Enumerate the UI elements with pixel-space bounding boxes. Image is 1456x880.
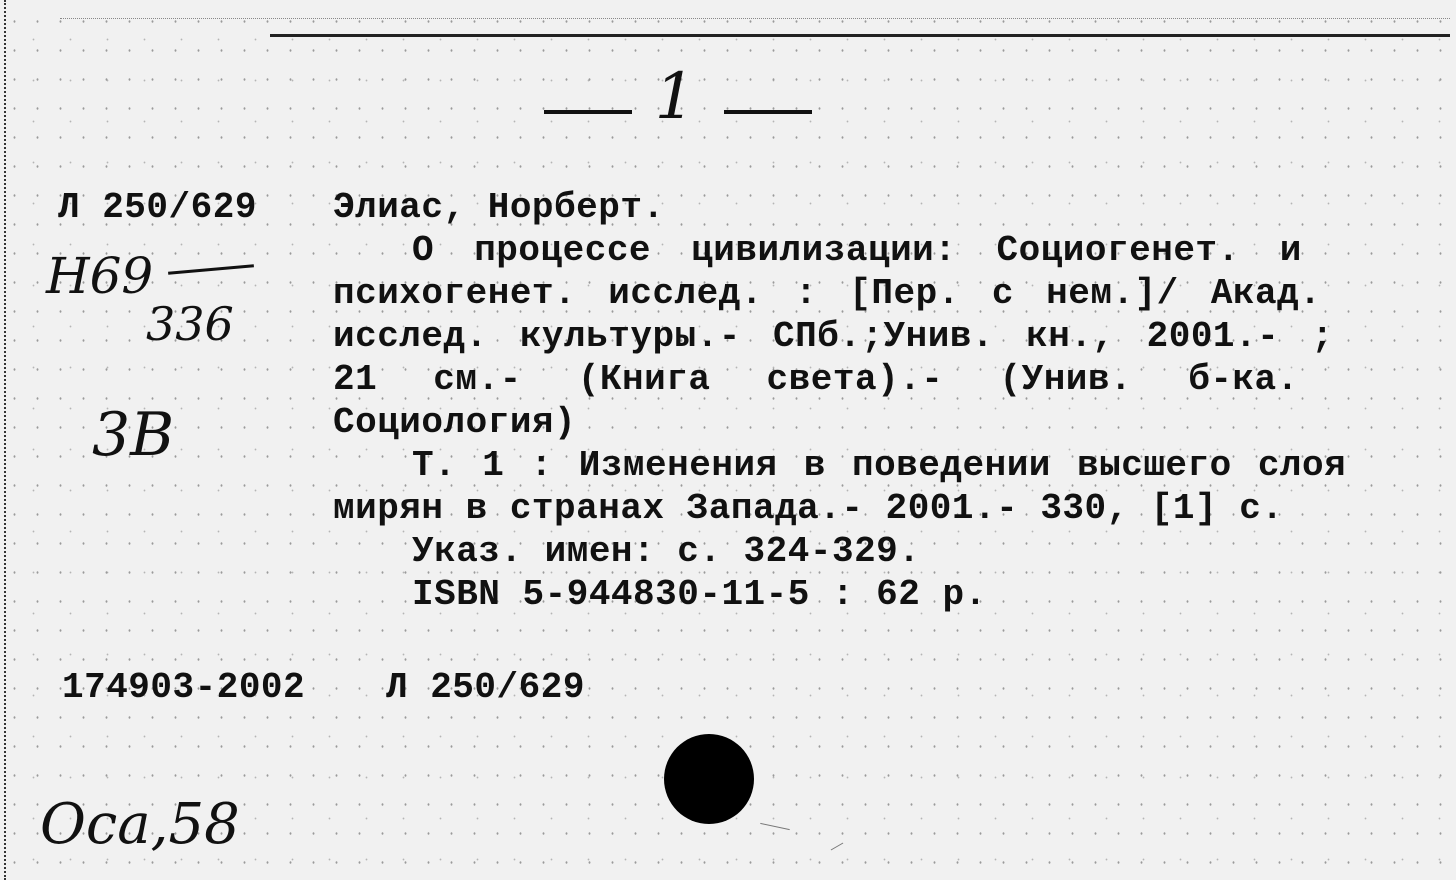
body-line: О процессе цивилизации: Социогенет. и: [412, 230, 1302, 271]
ink-blot: [664, 734, 754, 824]
scan-streak: [760, 823, 790, 830]
body-line: Указ. имен: с. 324-329.: [412, 531, 921, 572]
handwritten-fraction-line: [168, 264, 254, 274]
handwritten-code-top: Н69: [46, 247, 154, 305]
body-line: исслед. культуры.- СПб.;Унив. кн., 2001.- ;: [333, 316, 1334, 357]
scan-streak: [831, 843, 844, 851]
top-rule: [270, 34, 1450, 37]
shelf-mark: Л 250/629: [58, 187, 257, 228]
handwritten-bottom-note: Оса,58: [40, 792, 240, 857]
number-dash-left: [544, 110, 632, 114]
body-line: ISBN 5-944830-11-5 : 62 р.: [412, 574, 987, 615]
body-line: 21 см.- (Книга света).- (Унив. б-ка.: [333, 359, 1299, 400]
body-line: Социология): [333, 402, 577, 443]
record-number: 174903-2002: [62, 667, 306, 708]
number-dash-right: [724, 110, 812, 114]
handwritten-mark: 3В: [92, 400, 175, 470]
author-heading: Элиас, Норберт.: [333, 187, 665, 228]
body-line: Т. 1 : Изменения в поведении высшего слоя: [412, 445, 1347, 486]
handwritten-code-bottom: 336: [146, 297, 234, 351]
body-line: психогенет. исслед. : [Пер. с нем.]/ Акад.: [333, 273, 1322, 314]
top-dotted-rule: [60, 18, 1450, 19]
card-left-edge: [4, 0, 6, 880]
body-line: мирян в странах Запада.- 2001.- 330, [1] с.: [333, 488, 1284, 529]
footer-shelf-mark: Л 250/629: [386, 667, 585, 708]
card-number: 1: [654, 60, 696, 134]
